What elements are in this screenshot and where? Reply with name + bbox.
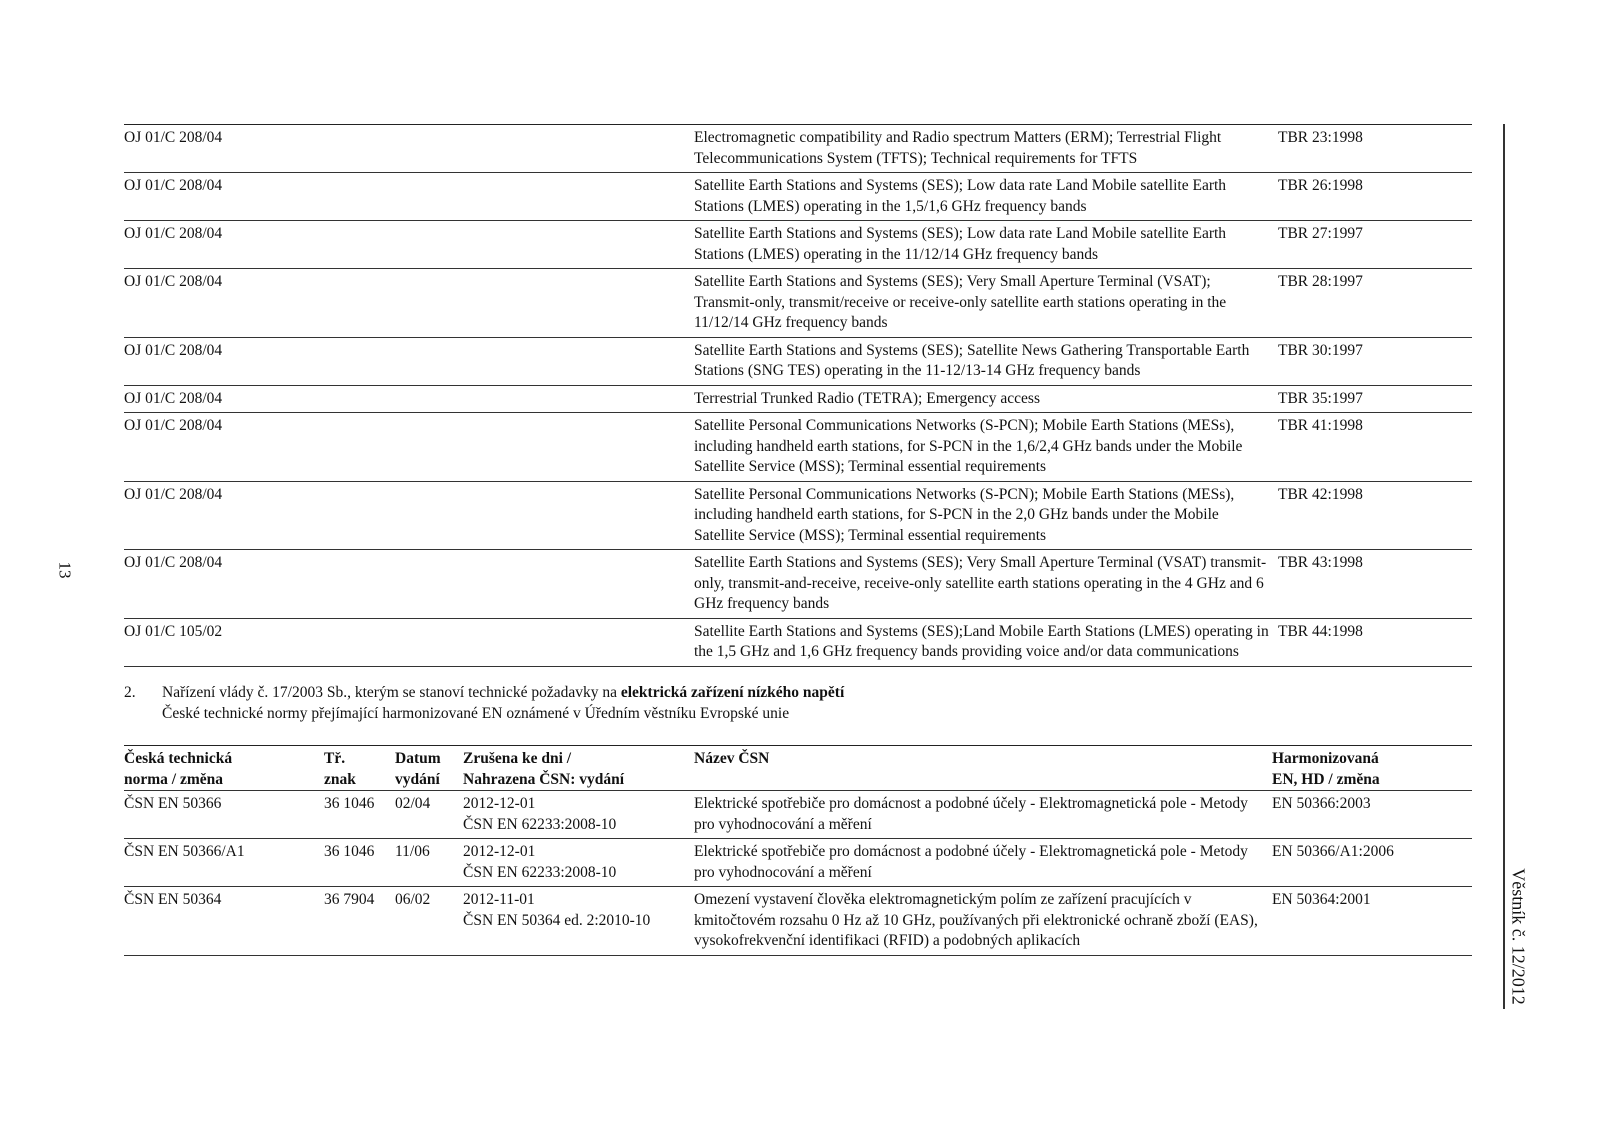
- znak-cell: 36 1046: [324, 795, 375, 812]
- oj-cell: OJ 01/C 208/04: [124, 417, 223, 434]
- nazev-cell: Omezení vystavení člověka elektromagnetickým polím ze zařízení pracujících v kmitočtovém rozsahu 0 Hz až 10 GHz, používaných při elektronické ochraně zboží (EAS), vysokofrekvenční identifikaci (RFID) a podobných aplikacích: [694, 891, 1258, 949]
- oj-cell: OJ 01/C 208/04: [124, 485, 223, 503]
- tbr-cell: TBR 44:1998: [1278, 622, 1363, 640]
- tbr-cell: TBR 23:1998: [1278, 129, 1363, 146]
- table-row: [124, 887, 1472, 956]
- header-nazev: Název ČSN: [694, 750, 770, 767]
- znak-cell: 36 7904: [324, 891, 375, 908]
- margin-rule: [1503, 124, 1505, 1009]
- header-znak: Tř. znak: [324, 750, 356, 788]
- table-row: [124, 619, 1472, 667]
- nazev-cell: Elektrické spotřebiče pro domácnost a podobné účely - Elektromagnetická pole - Metody pro vyhodnocování a měření: [694, 843, 1248, 881]
- title-cell: Satellite Earth Stations and Systems (SES); Satellite News Gathering Transportable Earth Stations (SNG TES) operating in the 11-12/13-14 GHz frequency bands: [694, 341, 1250, 379]
- table-row: [124, 125, 1472, 173]
- section-number: 2.: [124, 684, 136, 701]
- section-subtitle: České technické normy přejímající harmonizované EN oznámené v Úředním věstníku Evropské unie: [162, 705, 790, 722]
- header-norm: Česká technická norma / změna: [124, 750, 233, 788]
- table-header: [124, 746, 1472, 791]
- en-cell: EN 50364:2001: [1272, 891, 1371, 908]
- title-cell: Satellite Earth Stations and Systems (SES); Low data rate Land Mobile satellite Earth Stations (LMES) operating in the 11/12/14 GHz frequency bands: [694, 225, 1227, 263]
- table-row: [124, 550, 1472, 619]
- table-row: [124, 791, 1472, 839]
- znak-cell: 36 1046: [324, 843, 375, 860]
- oj-cell: OJ 01/C 208/04: [124, 129, 223, 146]
- table-row: [124, 338, 1472, 386]
- tbr-cell: TBR 43:1998: [1278, 554, 1363, 571]
- oj-references-table: [124, 124, 1472, 667]
- oj-cell: OJ 01/C 208/04: [124, 225, 223, 242]
- table-row: [124, 413, 1472, 482]
- en-cell: EN 50366/A1:2006: [1272, 843, 1394, 860]
- oj-cell: OJ 01/C 208/04: [124, 554, 223, 571]
- oj-cell: OJ 01/C 105/02: [124, 622, 223, 640]
- section-heading: [124, 682, 844, 724]
- datum-cell: 02/04: [395, 795, 431, 812]
- header-harmonizovana: Harmonizovaná EN, HD / změna: [1272, 750, 1380, 788]
- table-row: [124, 269, 1472, 338]
- tbr-cell: TBR 42:1998: [1278, 485, 1363, 503]
- tbr-cell: TBR 41:1998: [1278, 417, 1363, 434]
- oj-cell: OJ 01/C 208/04: [124, 273, 223, 290]
- title-cell: Satellite Personal Communications Networks (S-PCN); Mobile Earth Stations (MESs), including handheld earth stations, for S-PCN in the 1,6/2,4 GHz bands under the Mobile Satellite Service (MSS); Terminal essential requirements: [694, 417, 1243, 475]
- title-cell: Satellite Earth Stations and Systems (SES);Land Mobile Earth Stations (LMES) operating in the 1,5 GHz and 1,6 GHz frequency bands providing voice and/or data communications: [694, 622, 1269, 660]
- datum-cell: 06/02: [395, 891, 431, 908]
- page-number: 13: [55, 561, 75, 579]
- tbr-cell: TBR 28:1997: [1278, 273, 1363, 290]
- tbr-cell: TBR 27:1997: [1278, 225, 1363, 242]
- header-datum: Datum vydání: [395, 750, 441, 788]
- oj-cell: OJ 01/C 208/04: [124, 341, 223, 359]
- section-title-bold: elektrická zařízení nízkého napětí: [620, 684, 845, 701]
- table-row: [124, 221, 1472, 269]
- zrusena-cell: 2012-11-01 ČSN EN 50364 ed. 2:2010-10: [463, 891, 651, 929]
- table-row: [124, 173, 1472, 221]
- journal-footer: Věstník č. 12/2012: [1508, 868, 1529, 1005]
- norm-cell: ČSN EN 50364: [124, 891, 222, 908]
- title-cell: Satellite Earth Stations and Systems (SES); Low data rate Land Mobile satellite Earth Stations (LMES) operating in the 1,5/1,6 GHz frequency bands: [694, 177, 1227, 215]
- title-cell: Satellite Earth Stations and Systems (SES); Very Small Aperture Terminal (VSAT) transmit-only, transmit-and-receive, receive-only satellite earth stations operating in the 4 GHz and 6 GHz frequency bands: [694, 554, 1267, 612]
- zrusena-cell: 2012-12-01 ČSN EN 62233:2008-10: [463, 843, 617, 881]
- title-cell: Satellite Personal Communications Networks (S-PCN); Mobile Earth Stations (MESs), including handheld earth stations, for S-PCN in the 2,0 GHz bands under the Mobile Satellite Service (MSS); Terminal essential requirements: [694, 485, 1235, 544]
- datum-cell: 11/06: [395, 843, 430, 860]
- tbr-cell: TBR 26:1998: [1278, 177, 1363, 194]
- norm-cell: ČSN EN 50366: [124, 795, 222, 812]
- title-cell: Electromagnetic compatibility and Radio spectrum Matters (ERM); Terrestrial Flight Telecommunications System (TFTS); Technical requirements for TFTS: [694, 129, 1222, 167]
- section-title-text: Nařízení vlády č. 17/2003 Sb., kterým se stanoví technické požadavky na: [162, 684, 621, 701]
- table-row: [124, 482, 1472, 551]
- tbr-cell: TBR 35:1997: [1278, 389, 1363, 407]
- header-zrusena: Zrušena ke dni / Nahrazena ČSN: vydání: [463, 750, 625, 788]
- norm-cell: ČSN EN 50366/A1: [124, 843, 245, 860]
- oj-cell: OJ 01/C 208/04: [124, 177, 223, 194]
- en-cell: EN 50366:2003: [1272, 795, 1371, 812]
- tbr-cell: TBR 30:1997: [1278, 341, 1363, 359]
- title-cell: Satellite Earth Stations and Systems (SES); Very Small Aperture Terminal (VSAT); Transmit-only, transmit/receive or receive-only satellite earth stations operating in the 11/12/14 GHz frequency bands: [694, 273, 1227, 331]
- zrusena-cell: 2012-12-01 ČSN EN 62233:2008-10: [463, 795, 617, 833]
- title-cell: Terrestrial Trunked Radio (TETRA); Emergency access: [694, 389, 1040, 407]
- nazev-cell: Elektrické spotřebiče pro domácnost a podobné účely - Elektromagnetická pole - Metody pro vyhodnocování a měření: [694, 795, 1248, 833]
- oj-cell: OJ 01/C 208/04: [124, 389, 223, 407]
- table-row: [124, 386, 1472, 414]
- csn-standards-table: [124, 745, 1472, 956]
- table-row: [124, 839, 1472, 887]
